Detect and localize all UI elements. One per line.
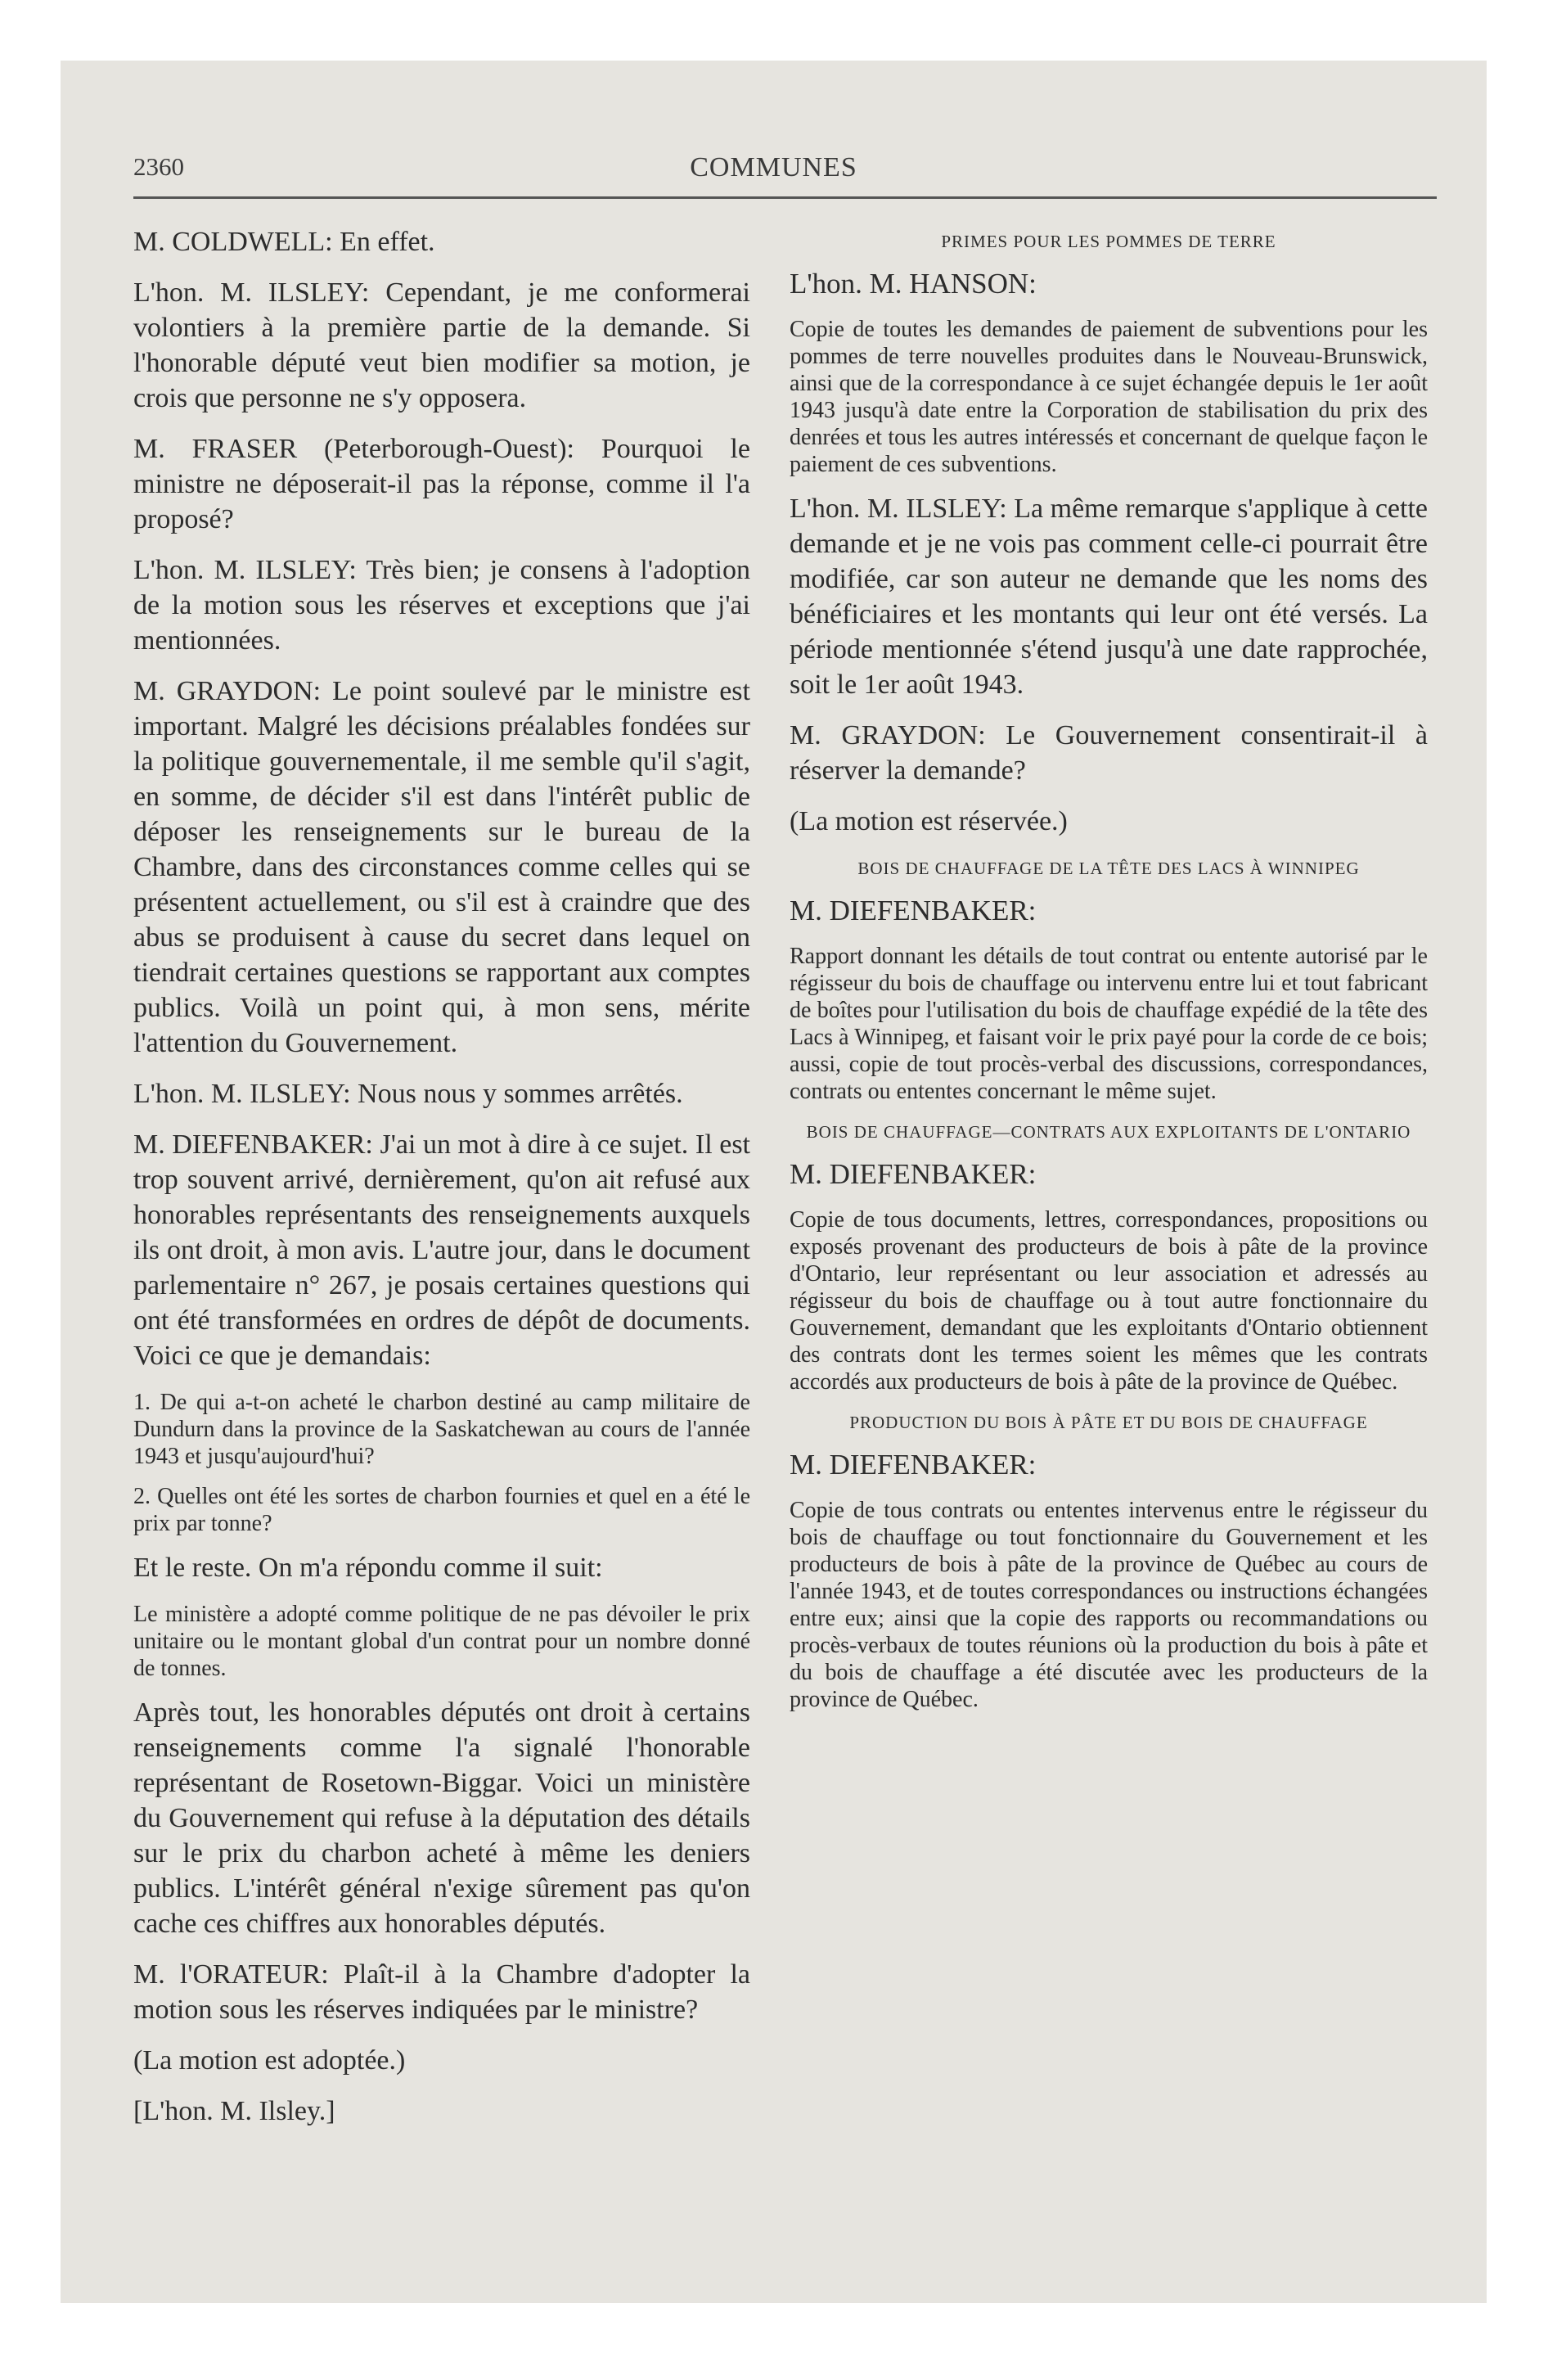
speaker-line: L'hon. M. HANSON: <box>790 268 1037 300</box>
paragraph: L'hon. M. ILSLEY: Très bien; je consens à l'adoption de la motion sous les réserves et exceptions que j'ai mentionnées. <box>133 555 750 656</box>
paragraph: M. DIEFENBAKER: J'ai un mot à dire à ce sujet. Il est trop souvent arrivé, dernièrement, qu'on ait refusé aux honorables représentants des renseignements auxquels ils ont droit, à mon avis. L'autre jour, dans le document parlementaire n° 267, je posais certaines questions qui ont été transformées en ordres de dépôt de documents. Voici ce que je demandais: <box>133 1129 750 1371</box>
speaker-line: M. DIEFENBAKER: <box>790 1449 1037 1481</box>
speaker-line: M. DIEFENBAKER: <box>790 895 1037 926</box>
right-column <box>790 224 1428 1726</box>
paragraph: L'hon. M. ILSLEY: La même remarque s'applique à cette demande et je ne vois pas comment celle-ci pourrait être modifiée, car son auteur ne demande que les noms des bénéficiaires et les montants qui leur ont été versés. La période mentionnée s'étend jusqu'à une date rapprochée, soit le 1er août 1943. <box>790 494 1428 700</box>
section-heading: PRIMES POUR LES POMMES DE TERRE <box>941 232 1276 251</box>
scanned-page <box>61 61 1487 2303</box>
paragraph: M. GRAYDON: Le Gouvernement consentirait-il à réserver la demande? <box>790 720 1428 786</box>
speaker-line: M. DIEFENBAKER: <box>790 1158 1037 1190</box>
paragraph: Après tout, les honorables députés ont droit à certains renseignements comme l'a signalé l'honorable représentant de Rosetown-Biggar. Voici un ministère du Gouvernement qui refuse à la députation des détails sur le prix du charbon acheté à même les deniers publics. L'intérêt général n'exige sûrement pas qu'on cache ces chiffres aux honorables députés. <box>133 1697 750 1939</box>
paragraph: M. COLDWELL: En effet. <box>133 227 435 257</box>
paragraph: M. GRAYDON: Le point soulevé par le ministre est important. Malgré les décisions préalables fondées sur la politique gouvernementale, il me semble qu'il s'agit, en somme, de décider s'il est dans l'intérêt public de déposer les renseignements sur le bureau de la Chambre, dans des circonstances comme celles qui se présentent actuellement, ou s'il est à craindre que des abus se produisent à cause du secret dans lequel on tiendrait certaines questions se rapportant aux comptes publics. Voilà un point qui, à mon sens, mérite l'attention du Gouvernement. <box>133 676 750 1058</box>
motion-text: Copie de tous contrats ou ententes intervenus entre le régisseur du bois de chauffage ou tout fonctionnaire du Gouvernement et les producteurs de bois à pâte de la province de Québec au cours de l'année 1943, et de toutes correspondances ou instructions échangées entre eux; ainsi que la copie des rapports ou recommandations ou procès-verbaux de toutes réunions où la production du bois à pâte et du bois de chauffage a été discutée avec les producteurs de la province de Québec. <box>790 1498 1428 1712</box>
paragraph: L'hon. M. ILSLEY: Nous nous y sommes arrêtés. <box>133 1079 683 1109</box>
motion-text: Copie de toutes les demandes de paiement de subventions pour les pommes de terre nouvelles produites dans le Nouveau-Brunswick, ainsi que de la correspondance à ce sujet échangée depuis le 1er août 1943 jusqu'à date entre la Corporation de stabilisation du prix des denrées et tous les autres intéressés et concernant de quelque façon le paiement de ces subventions. <box>790 317 1428 477</box>
section-heading: PRODUCTION DU BOIS À PÂTE ET DU BOIS DE CHAUFFAGE <box>849 1413 1368 1432</box>
section-heading: BOIS DE CHAUFFAGE DE LA TÊTE DES LACS À WINNIPEG <box>857 859 1360 878</box>
left-column <box>133 224 750 2144</box>
paragraph: Et le reste. On m'a répondu comme il suit: <box>133 1553 603 1583</box>
paragraph: (La motion est réservée.) <box>790 806 1068 836</box>
paragraph: L'hon. M. ILSLEY: Cependant, je me conformerai volontiers à la première partie de la demande. Si l'honorable député veut bien modifier sa motion, je crois que personne ne s'y opposera. <box>133 277 750 413</box>
paragraph: (La motion est adoptée.) <box>133 2045 406 2076</box>
quoted-question: 2. Quelles ont été les sortes de charbon fournies et quel en a été le prix par tonne? <box>133 1484 750 1536</box>
motion-text: Rapport donnant les détails de tout contrat ou entente autorisé par le régisseur du bois de chauffage ou intervenu entre lui et tout fabricant de boîtes pour l'utilisation du bois de chauffage expédié de la tête des Lacs à Winnipeg, et faisant voir le prix payé pour la corde de ce bois; aussi, copie de tout procès-verbal des discussions, correspondances, contrats ou ententes concernant le même sujet. <box>790 944 1428 1104</box>
quoted-question: 1. De qui a-t-on acheté le charbon destiné au camp militaire de Dundurn dans la province de la Saskatchewan au cours de l'année 1943 et jusqu'aujourd'hui? <box>133 1390 750 1469</box>
paragraph: M. l'ORATEUR: Plaît-il à la Chambre d'adopter la motion sous les réserves indiquées par le ministre? <box>133 1959 750 2025</box>
page-number: 2360 <box>133 152 184 181</box>
paragraph: M. FRASER (Peterborough-Ouest): Pourquoi le ministre ne déposerait-il pas la réponse, comme il l'a proposé? <box>133 434 750 534</box>
quoted-answer: Le ministère a adopté comme politique de ne pas dévoiler le prix unitaire ou le montant global d'un contrat pour un nombre donné de tonnes. <box>133 1602 750 1681</box>
motion-text: Copie de tous documents, lettres, correspondances, propositions ou exposés provenant des producteurs de bois à pâte de la province d'Ontario, leur représentant ou leur association et adressés au régisseur du bois de chauffage ou à tout autre fonctionnaire du Gouvernement, demandant que les exploitants d'Ontario obtiennent des contrats dont les termes soient les mêmes que les contrats accordés aux producteurs de bois à pâte de la province de Québec. <box>790 1207 1428 1395</box>
header-rule <box>133 196 1437 199</box>
running-footer: [L'hon. M. Ilsley.] <box>133 2096 335 2126</box>
page-title: COMMUNES <box>690 152 857 183</box>
section-heading: BOIS DE CHAUFFAGE—CONTRATS AUX EXPLOITANTS DE L'ONTARIO <box>806 1122 1411 1142</box>
